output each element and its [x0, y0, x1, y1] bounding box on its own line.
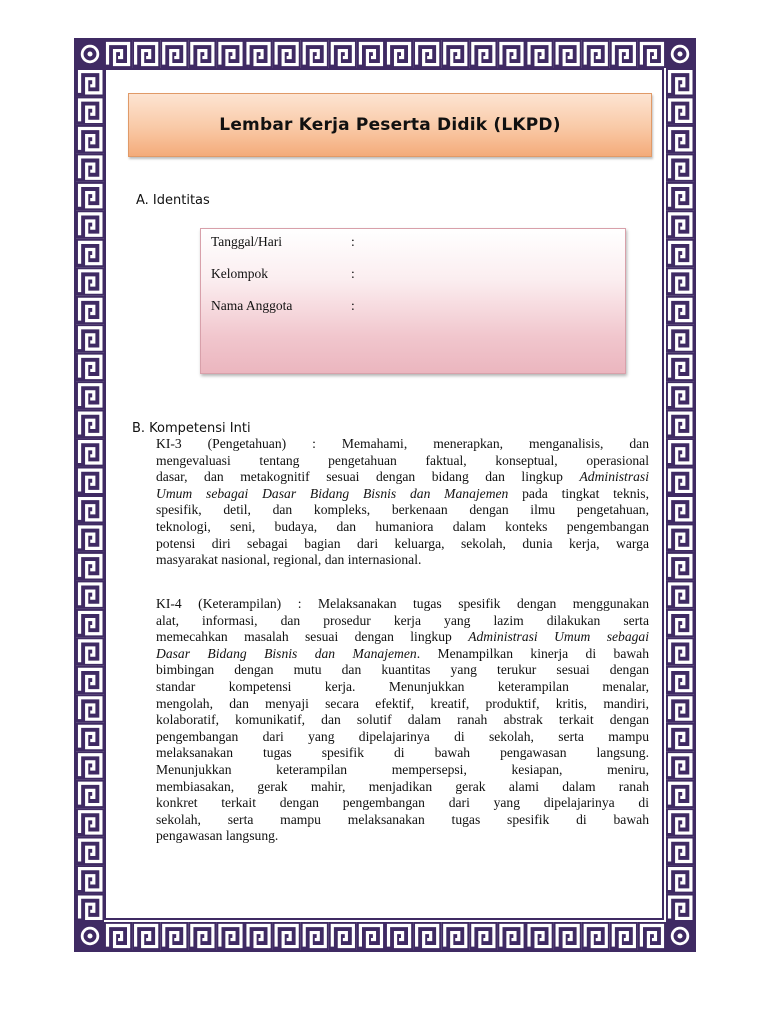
ki4-line: Menunjukkan keterampilan mempersepsi, kesiapan, meniru,	[156, 761, 649, 777]
ki3-line: dasar, dan metakognitif sesuai dengan bidang dan lingkup Administrasi	[156, 469, 649, 485]
section-a-heading: A. Identitas	[136, 193, 210, 208]
ki4-line: mengolah, dan menyaji secara efektif, kreatif, produktif, kritis, mandiri,	[156, 695, 649, 711]
ki3-line: potensi diri sebagai bagian dari keluarga, sekolah, dunia kerja, warga	[156, 535, 649, 551]
ki3-line: masyarakat nasional, regional, dan internasional.	[156, 552, 422, 568]
title-banner	[128, 93, 652, 157]
identity-colon: :	[351, 298, 355, 313]
ki4-line: sekolah, serta mampu melaksanakan tugas spesifik di bawah	[156, 811, 649, 827]
identity-label: Kelompok	[211, 266, 268, 281]
ki3-line: spesifik, detil, dan kompleks, berkenaan dengan ilmu pengetahuan,	[156, 502, 649, 518]
ki3-paragraph	[156, 436, 649, 569]
ki4-line: KI-4 (Keterampilan) : Melaksanakan tugas spesifik dengan menggunakan	[156, 596, 649, 611]
greek-key-border-left	[76, 68, 104, 922]
identity-row-members	[211, 298, 355, 314]
ki4-line: memecahkan masalah sesuai dengan lingkup Administrasi Umum sebagai	[156, 629, 650, 645]
ki4-line: pengawasan langsung.	[156, 828, 279, 844]
page-title: Lembar Kerja Peserta Didik (LKPD)	[219, 115, 561, 135]
ki4-line: membiasakan, gerak mahir, menjadikan gerak alami dalam ranah	[156, 778, 649, 794]
identity-label: Nama Anggota	[211, 298, 293, 313]
ki4-line: konkret terkait dengan pengembangan dari yang dipelajarinya di	[156, 795, 649, 811]
ki4-line: bimbingan dengan mutu dan kuantitas yang terukur sesuai dengan	[156, 662, 649, 678]
ki4-line: kolaboratif, komunikatif, dan solutif dalam ranah abstrak terkait dengan	[156, 712, 649, 728]
ki4-line: pengembangan dari yang dipelajarinya di sekolah, serta mampu	[156, 728, 649, 744]
identity-colon: :	[351, 266, 355, 281]
ki4-line: standar kompetensi kerja. Menunjukkan keterampilan menalar,	[156, 678, 649, 694]
ki3-line: teknologi, seni, budaya, dan humaniora dalam konteks pengembangan	[156, 518, 649, 534]
ki4-line: Dasar Bidang Bisnis dan Manajemen. Menampilkan kinerja di bawah	[156, 645, 649, 661]
ki3-line: KI-3 (Pengetahuan) : Memahami, menerapkan, menganalisis, dan	[156, 436, 649, 451]
section-b-heading: B. Kompetensi Inti	[132, 421, 251, 436]
identity-colon: :	[351, 234, 355, 249]
identity-box	[200, 228, 626, 374]
ki4-paragraph	[156, 596, 649, 845]
identity-row-date	[211, 234, 355, 250]
ki3-line: mengevaluasi tentang pengetahuan faktual, konseptual, operasional	[156, 452, 649, 468]
identity-label: Tanggal/Hari	[211, 234, 283, 249]
greek-key-border-bottom	[76, 922, 694, 950]
greek-key-border-right	[666, 68, 694, 922]
ki3-line: Umum sebagai Dasar Bidang Bisnis dan Manajemen pada tingkat teknis,	[156, 485, 650, 501]
greek-key-border-top	[76, 40, 694, 68]
identity-row-group	[211, 266, 355, 282]
ki4-line: alat, informasi, dan prosedur kerja yang lazim dilakukan serta	[156, 612, 649, 628]
ki4-line: melaksanakan tugas spesifik di bawah pengawasan langsung.	[156, 745, 649, 761]
